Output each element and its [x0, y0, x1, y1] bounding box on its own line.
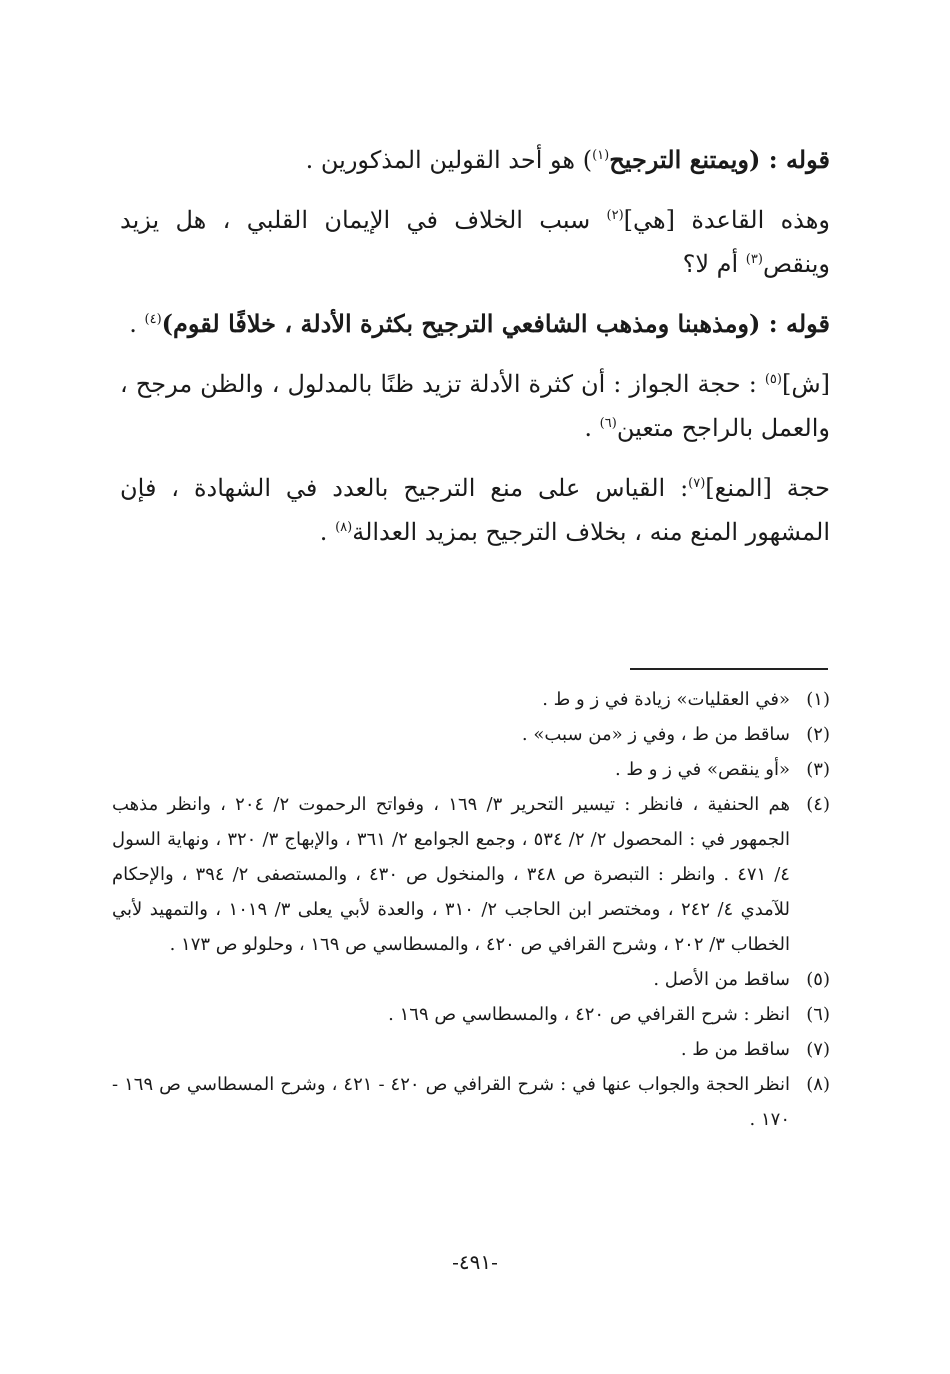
- footnote-number: (٤): [806, 794, 830, 815]
- footnote-number: (٢): [806, 724, 830, 745]
- footnote-number: (٧): [806, 1039, 830, 1060]
- footnote-ref: (٧): [688, 476, 706, 491]
- footnote-number: (٣): [806, 759, 830, 780]
- footnote-divider: [630, 668, 828, 670]
- paragraph-text: [ش]: [781, 370, 830, 398]
- footnote-text: ساقط من ط .: [680, 1039, 790, 1060]
- footnote-text: «أو ينقص» في ز و ط .: [614, 759, 790, 780]
- footnote-text: «في العقليات» زيادة في ز و ط .: [542, 689, 790, 710]
- footnote-item: [112, 1032, 830, 1067]
- footnote-ref: (٢): [606, 208, 624, 223]
- quote-heading: قوله : (ويمتنع الترجيح: [609, 145, 830, 174]
- footnote-text: ساقط من ط ، وفي ز «من سبب» .: [521, 724, 790, 745]
- footnote-ref: (٨): [335, 520, 353, 535]
- paragraph-text: : حجة الجواز : أن كثرة الأدلة تزيد ظنًا بالمدلول ، والظن مرجح ، والعمل بالراجح متعين: [120, 370, 830, 442]
- paragraph-text: : القياس على منع الترجيح بالعدد في الشهادة ، فإن المشهور المنع منه ، بخلاف الترجيح بمزيد العدالة: [120, 474, 830, 546]
- quote-heading: قوله : (ومذهبنا ومذهب الشافعي الترجيح بكثرة الأدلة ، خلافًا لقوم): [161, 309, 830, 338]
- footnote-number: (٨): [806, 1074, 830, 1095]
- footnote-text: انظر الحجة والجواب عنها في : شرح القرافي ص ٤٢٠ - ٤٢١ ، وشرح المسطاسي ص ١٦٩ - ١٧٠ .: [112, 1074, 790, 1130]
- footnote-ref: (١): [592, 148, 610, 163]
- footnote-number: (٥): [806, 969, 830, 990]
- paragraph-1: [120, 138, 830, 182]
- paragraph-5: [120, 466, 830, 554]
- paragraph-text: .: [319, 518, 336, 546]
- footnote-ref: (٦): [599, 416, 617, 431]
- paragraph-3: [120, 302, 830, 346]
- footnote-item: [112, 787, 830, 962]
- paragraph-4: [120, 362, 830, 450]
- paragraph-text: ) هو أحد القولين المذكورين .: [305, 146, 593, 174]
- footnote-ref: (٥): [764, 372, 782, 387]
- footnote-item: [112, 682, 830, 717]
- footnote-item: [112, 997, 830, 1032]
- footnote-ref: (٣): [745, 252, 763, 267]
- footnote-text: ساقط من الأصل .: [653, 969, 790, 990]
- page-number: -٤٩١-: [452, 1250, 498, 1274]
- footnote-item: [112, 752, 830, 787]
- footnote-number: (٦): [806, 1004, 830, 1025]
- paragraph-text: .: [584, 414, 600, 442]
- paragraph-text: وهذه القاعدة [هي]: [623, 206, 830, 234]
- footnote-ref: (٤): [144, 312, 162, 327]
- paragraph-text: سبب الخلاف في الإيمان القلبي ، هل يزيد وينقص: [120, 206, 830, 278]
- footnote-text: انظر : شرح القرافي ص ٤٢٠ ، والمسطاسي ص ١٦٩ .: [388, 1004, 790, 1025]
- footnote-item: [112, 962, 830, 997]
- main-text: [120, 138, 830, 570]
- footnotes: [112, 682, 830, 1137]
- paragraph-text: أم لا؟: [682, 250, 746, 278]
- paragraph-text: حجة [المنع]: [705, 474, 830, 502]
- footnote-text: هم الحنفية ، فانظر : تيسير التحرير ٣/ ١٦٩ ، وفواتح الرحموت ٢/ ٢٠٤ ، وانظر مذهب الجمهور في : المحصول ٢/ ٢/ ٥٣٤ ، وجمع الجوامع ٢/ ٣٦١ ، والإبهاج ٣/ ٣٢٠ ، ونهاية السول ٤/ ٤٧١ . وانظر : التبصرة ص ٣٤٨ ، والمنخول ص ٤٣٠ ، والمستصفى ٢/ ٣٩٤ ، والإحكام للآمدي ٤/ ٢٤٢ ، ومختصر ابن الحاجب ٢/ ٣١٠ ، والعدة لأبي يعلى ٣/ ١٠١٩ ، والتمهيد لأبي الخطاب ٣/ ٢٠٢ ، وشرح القرافي ص ٤٢٠ ، والمسطاسي ص ١٦٩ ، وحلولو ص ١٧٣ .: [112, 794, 791, 955]
- footnote-item: [112, 717, 830, 752]
- footnote-item: [112, 1067, 830, 1137]
- footnote-number: (١): [806, 689, 830, 710]
- paragraph-text: .: [129, 310, 145, 338]
- paragraph-2: [120, 198, 830, 286]
